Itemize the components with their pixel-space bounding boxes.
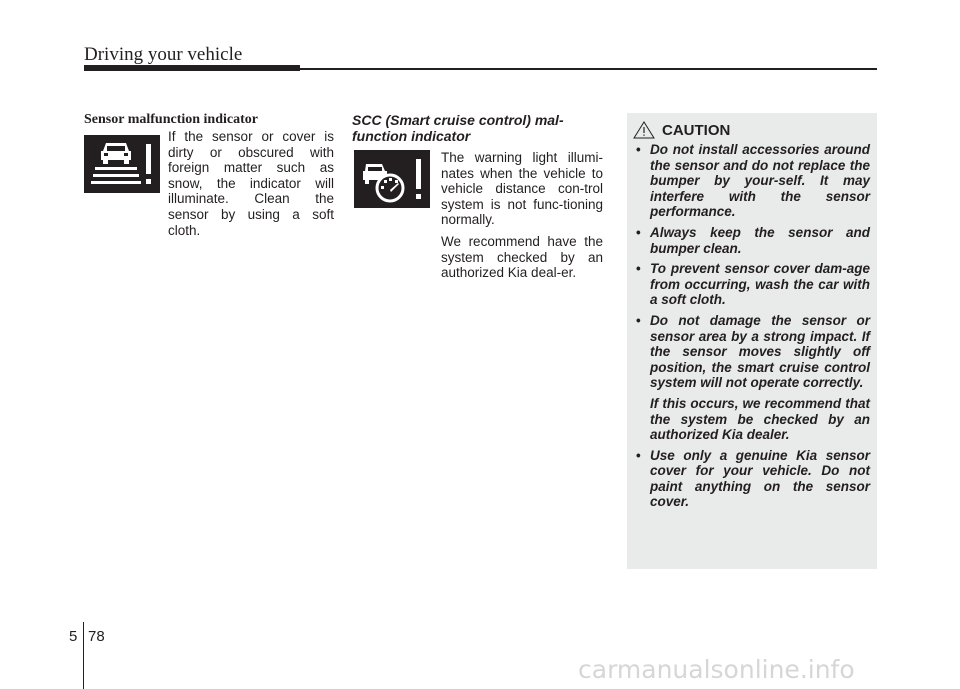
caution-item: • Do not damage the sensor or sensor area by a strong impact. If the sensor moves slightly off position, the smart cruise control system will not operate correctly. If this occurs, we recommend that the system be checked by an authorized Kia dealer. <box>636 312 870 443</box>
header-title: Driving your vehicle <box>84 44 243 65</box>
caution-item: • To prevent sensor cover dam-age from occurring, wash the car with a soft cloth. <box>636 261 870 308</box>
scc-indicator-heading: SCC (Smart cruise control) mal-function indicator <box>352 112 564 144</box>
caution-item: • Always keep the sensor and bumper clean. <box>636 224 870 256</box>
watermark: carmanualsonline.info <box>578 655 855 684</box>
car-radar-warning-icon <box>84 135 160 193</box>
footer-divider <box>83 622 84 689</box>
caution-list <box>620 142 870 515</box>
header-rule-thin <box>300 68 877 70</box>
car-speedometer-warning-icon <box>354 150 430 208</box>
sensor-indicator-text: If the sensor or cover is dirty or obscured with foreign matter such as snow, the indicator will illuminate. Clean the sensor by using a soft cloth. <box>168 129 334 238</box>
caution-item: • Use only a genuine Kia sensor cover for your vehicle. Do not paint anything on the sensor cover. <box>636 447 870 510</box>
caution-title <box>632 120 730 140</box>
scc-indicator-text: The warning light illumi-nates when the vehicle to vehicle distance con-trol system is not func-tioning normally. <box>441 150 603 228</box>
scc-indicator-recommendation: We recommend have the system checked by an authorized Kia deal-er. <box>441 234 603 281</box>
section-number: 5 <box>69 628 78 645</box>
caution-item: • Do not install accessories around the sensor and do not replace the bumper by your-self. It may interfere with the sensor performance. <box>636 142 870 220</box>
page-number: 78 <box>88 628 105 645</box>
header-rule-thick <box>84 65 300 71</box>
caution-title-text: CAUTION <box>662 121 731 139</box>
sensor-indicator-heading: Sensor malfunction indicator <box>84 112 258 127</box>
warning-triangle-icon <box>632 120 656 140</box>
